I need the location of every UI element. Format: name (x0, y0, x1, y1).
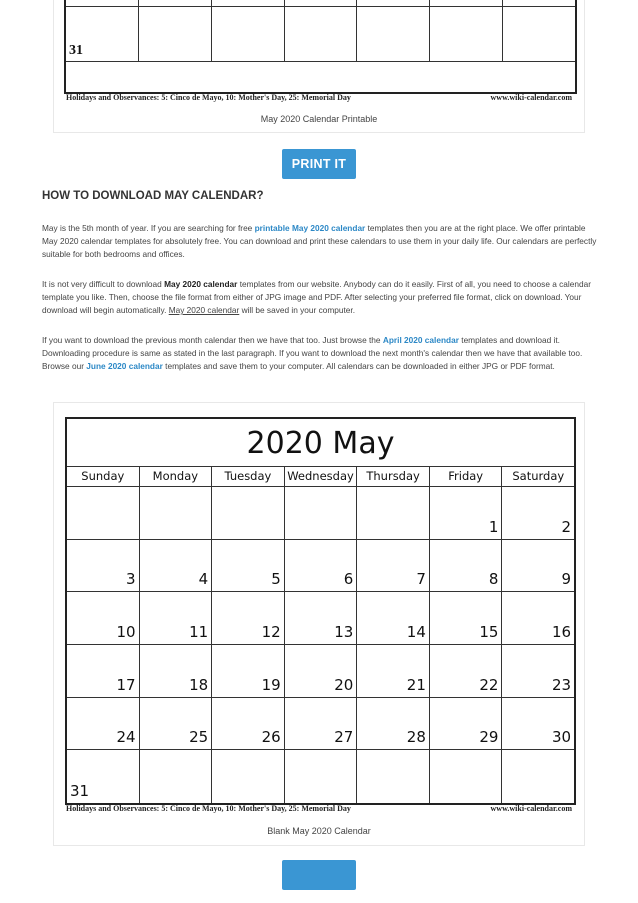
day-cell (430, 487, 503, 539)
day-number: 3 (126, 570, 136, 589)
day-cell (212, 487, 285, 539)
figure-caption: May 2020 Calendar Printable (260, 114, 378, 124)
section-heading: HOW TO DOWNLOAD MAY CALENDAR? (42, 190, 264, 202)
weekday-header (67, 467, 574, 487)
day-number: 31 (69, 43, 83, 58)
day-cell (430, 750, 503, 803)
day-cell (357, 645, 430, 697)
day-number: 19 (261, 675, 281, 694)
weekday-label: Wednesday (285, 467, 358, 486)
day-cell (430, 645, 503, 697)
day-cell (140, 698, 213, 750)
paragraph-1: May is the 5th month of year. If you are searching for free printable May 2020 calendar templates then you are at the right place. We offer printable May 2020 calendar templates for absolutely free. You can download and print these calendars to use them in your daily life. Our calendars are perfectly suitable for both bedrooms and offices. (42, 223, 597, 259)
calendar-week-row (67, 540, 574, 593)
day-number: 4 (198, 570, 209, 589)
weekday-label: Tuesday (212, 467, 285, 486)
day-cell (357, 750, 430, 803)
weekday-label: Monday (140, 467, 213, 486)
day-cell (502, 540, 574, 592)
figure-caption: Blank May 2020 Calendar (267, 826, 371, 836)
weekday-label: Friday (430, 467, 503, 486)
calendar-image-cropped (64, 0, 577, 94)
day-cell (67, 487, 140, 539)
day-number: 9 (561, 570, 572, 589)
calendar-figure-blank (53, 402, 585, 846)
day-number: 31 (70, 781, 90, 800)
calendar-week-row (67, 698, 574, 751)
day-cell (430, 698, 503, 750)
day-number: 8 (488, 570, 499, 589)
calendar-week-row (67, 487, 574, 540)
day-cell (212, 698, 285, 750)
day-cell (285, 645, 358, 697)
april-calendar-link[interactable]: April 2020 calendar (382, 335, 459, 345)
day-number: 26 (261, 728, 281, 747)
source-site: www.wiki-calendar.com (490, 93, 572, 102)
day-number: 11 (189, 622, 209, 641)
printable-calendar-link[interactable]: printable May 2020 calendar (254, 223, 366, 233)
day-cell (357, 698, 430, 750)
day-cell (285, 540, 358, 592)
day-cell (67, 645, 140, 697)
day-number: 18 (189, 675, 209, 694)
holidays-note: Holidays and Observances: 5: Cinco de Mayo, 10: Mother's Day, 25: Memorial Day (66, 804, 351, 813)
day-number: 15 (479, 622, 499, 641)
weekday-label: Thursday (357, 467, 430, 486)
calendar-week-row (67, 645, 574, 698)
day-cell (67, 592, 140, 644)
day-cell (502, 487, 574, 539)
day-cell (285, 698, 358, 750)
day-cell (357, 540, 430, 592)
day-number: 13 (334, 622, 354, 641)
day-number: 25 (189, 728, 209, 747)
day-number: 6 (343, 570, 354, 589)
day-number: 23 (551, 675, 572, 694)
day-cell (357, 487, 430, 539)
day-cell (140, 750, 213, 803)
day-cell (140, 645, 213, 697)
day-number: 5 (271, 570, 281, 589)
day-number: 7 (416, 570, 426, 589)
source-site: www.wiki-calendar.com (490, 804, 572, 813)
day-cell (430, 540, 503, 592)
day-cell (67, 698, 140, 750)
day-cell (357, 592, 430, 644)
day-cell (212, 540, 285, 592)
day-number: 10 (116, 622, 136, 641)
day-number: 20 (334, 675, 354, 694)
day-number: 14 (406, 622, 426, 641)
day-cell (140, 540, 213, 592)
day-number: 28 (406, 728, 426, 747)
day-number: 2 (561, 517, 572, 536)
day-cell (67, 750, 140, 803)
weekday-label: Sunday (67, 467, 140, 486)
day-number: 21 (406, 675, 426, 694)
print-button[interactable]: PRINT IT (282, 149, 356, 179)
day-cell (502, 645, 574, 697)
day-cell (502, 592, 574, 644)
day-cell (502, 750, 574, 803)
day-cell (430, 592, 503, 644)
day-cell (502, 698, 574, 750)
day-number: 12 (261, 622, 281, 641)
paragraph-2: It is not very difficult to download May 2020 calendar templates from our website. Anybody can do it easily. First of all, you need to choose a calendar template you like. Then, choose the file format from either of JPG image and PDF. After selecting your preferred file format, click on download. Your download will begin automatically. May 2020 calendar will be saved in your computer. (42, 279, 591, 315)
day-cell (140, 592, 213, 644)
day-number: 1 (488, 517, 499, 536)
day-number: 27 (334, 728, 354, 747)
day-number: 29 (479, 728, 499, 747)
day-number: 30 (551, 728, 572, 747)
day-cell (285, 750, 358, 803)
day-cell (285, 487, 358, 539)
paragraph-3: If you want to download the previous month calendar then we have that too. Just browse the April 2020 calendar templates and download it. Downloading procedure is same as stated in the last paragraph. If you want to download the next month's calendar then we have that available too. Browse our June 2020 calendar templates and save them to your computer. All calendars can be downloaded in either JPG or PDF format. (42, 335, 583, 371)
day-cell (67, 540, 140, 592)
june-calendar-link[interactable]: June 2020 calendar (86, 361, 163, 371)
day-number: 16 (551, 622, 572, 641)
calendar-title: 2020 May (67, 419, 574, 467)
day-cell (285, 592, 358, 644)
calendar-week-row (67, 592, 574, 645)
day-cell (212, 592, 285, 644)
day-cell (140, 487, 213, 539)
day-number: 17 (116, 675, 136, 694)
day-cell (212, 645, 285, 697)
day-number: 22 (479, 675, 499, 694)
day-cell (212, 750, 285, 803)
calendar-image (65, 417, 576, 805)
print-button-2[interactable] (282, 860, 356, 890)
calendar-week-row (67, 750, 574, 803)
day-number: 24 (116, 728, 136, 747)
calendar-figure-printable (53, 0, 585, 133)
holidays-note: Holidays and Observances: 5: Cinco de Mayo, 10: Mother's Day, 25: Memorial Day (66, 93, 351, 102)
weekday-label: Saturday (512, 469, 565, 483)
